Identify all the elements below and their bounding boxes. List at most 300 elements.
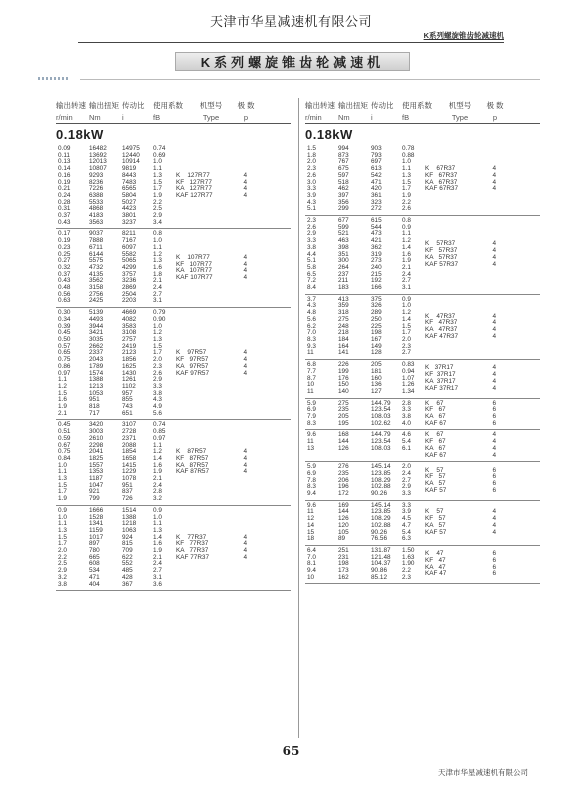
table-cell: 5.6 <box>307 315 316 323</box>
table-cell: 3.3 <box>307 185 316 193</box>
table-cell: 1.5 <box>58 481 67 489</box>
service-factor-column <box>402 297 420 357</box>
footer-company-name: 天津市华星减速机有限公司 <box>438 768 528 777</box>
table-cell: 873 <box>338 151 349 159</box>
table-cell: 2.7 <box>153 567 162 575</box>
table-cell: KA 57 <box>425 479 446 487</box>
table-cell: 4183 <box>89 212 104 220</box>
table-cell: 5575 <box>89 257 104 265</box>
torque-column <box>338 503 366 543</box>
table-cell: K 67R37 <box>425 165 456 173</box>
table-cell: 8.4 <box>307 284 316 292</box>
table-cell: 0.57 <box>58 342 71 350</box>
speed-column <box>305 503 333 543</box>
table-cell: KF 37R17 <box>425 371 456 379</box>
table-cell: 8.7 <box>307 374 316 382</box>
table-cell: 4 <box>492 444 496 452</box>
table-cell: 2.4 <box>402 469 411 477</box>
table-cell: 1.8 <box>153 270 162 278</box>
speed-column <box>56 231 84 305</box>
table-cell: 4 <box>243 533 247 541</box>
table-cell: 7888 <box>89 237 104 245</box>
table-cell: 608 <box>89 560 100 568</box>
table-cell: 105 <box>338 528 349 536</box>
ratio-column <box>371 401 397 428</box>
speed-column <box>56 310 84 417</box>
table-cell: 0.94 <box>402 367 415 375</box>
header-output-torque: 输出扭矩 <box>89 100 119 110</box>
table-cell: 102.88 <box>371 483 391 491</box>
table-cell: 4 <box>243 349 247 357</box>
table-cell: 2.0 <box>307 158 316 166</box>
table-cell: 218 <box>338 329 349 337</box>
table-cell: 4 <box>492 451 496 459</box>
table-cell: 7.8 <box>307 476 316 484</box>
table-cell: 2.4 <box>153 481 162 489</box>
table-cell: 4 <box>243 178 247 186</box>
table-cell: 7483 <box>122 178 137 186</box>
table-cell: 0.39 <box>58 322 71 330</box>
table-cell: 173 <box>338 567 349 575</box>
table-cell: 4 <box>492 431 496 439</box>
data-group <box>305 144 540 216</box>
table-cell: 1.6 <box>153 461 162 469</box>
table-cell: 2504 <box>122 290 137 298</box>
table-cell: 0.48 <box>58 284 71 292</box>
table-cell: 2.4 <box>402 270 411 278</box>
table-cell: 7167 <box>122 237 137 245</box>
table-cell: 1.0 <box>153 237 162 245</box>
table-cell: 1.4 <box>402 315 411 323</box>
table-cell: 3108 <box>122 329 137 337</box>
table-cell: KAF 77R37 <box>176 553 210 561</box>
table-cell: 5582 <box>122 250 137 258</box>
table-cell: 1.6 <box>153 540 162 548</box>
table-cell: 7.2 <box>307 277 316 285</box>
table-cell: 1.34 <box>402 387 415 395</box>
table-cell: 6 <box>492 557 496 565</box>
service-factor-column <box>402 362 420 396</box>
type-column <box>425 464 477 498</box>
table-cell: 1.1 <box>58 376 67 384</box>
table-cell: 0.88 <box>402 151 415 159</box>
ratio-column <box>122 146 148 226</box>
table-cell: 0.09 <box>58 145 71 152</box>
table-cell: 2.8 <box>153 488 162 496</box>
table-cell: 3.9 <box>402 508 411 516</box>
table-cell: 4135 <box>89 270 104 278</box>
table-cell: 3.1 <box>402 284 411 292</box>
table-cell: 300 <box>338 257 349 265</box>
table-cell: 195 <box>338 419 349 427</box>
poles-column <box>482 464 500 498</box>
table-cell: 299 <box>338 205 349 213</box>
poles-column <box>482 218 500 292</box>
table-cell: 1.5 <box>307 145 316 152</box>
table-cell: 8.3 <box>307 335 316 343</box>
table-cell: 225 <box>371 322 382 330</box>
table-cell: KAF 67 <box>425 419 447 427</box>
table-cell: 1.3 <box>58 475 67 483</box>
table-cell: 2.4 <box>153 284 162 292</box>
table-cell: 4.3 <box>307 198 316 206</box>
table-cell: 359 <box>338 302 349 310</box>
table-cell: KA 67 <box>425 444 446 452</box>
table-cell: 1514 <box>122 506 137 514</box>
unit-poles: p <box>492 113 498 122</box>
table-cell: 326 <box>371 302 382 310</box>
table-cell: 4 <box>243 260 247 268</box>
table-cell: 1789 <box>89 362 104 370</box>
table-cell: 0.69 <box>153 151 166 159</box>
ratio-column <box>371 362 397 396</box>
table-cell: 1.0 <box>58 513 67 521</box>
table-cell: K 47R37 <box>425 312 456 320</box>
decorative-dots <box>38 77 70 80</box>
table-cell: 128 <box>371 349 382 357</box>
table-cell: 1.6 <box>402 250 411 258</box>
data-group <box>56 308 291 420</box>
table-cell: 367 <box>122 580 133 588</box>
table-cell: 0.19 <box>58 237 71 245</box>
table-cell: 1078 <box>122 475 137 483</box>
title-banner <box>175 52 410 71</box>
table-cell: 4 <box>243 267 247 275</box>
table-cell: 2.3 <box>402 342 411 350</box>
table-cell: 1017 <box>89 533 104 541</box>
table-cell: 5.1 <box>307 257 316 265</box>
table-cell: 4.5 <box>402 515 411 523</box>
table-cell: 144.79 <box>371 431 391 439</box>
table-cell: 2.2 <box>153 198 162 206</box>
table-cell: 4 <box>243 468 247 476</box>
table-cell: 1.7 <box>58 540 67 548</box>
table-cell: 1063 <box>122 526 137 534</box>
table-cell: 6 <box>492 570 496 578</box>
table-cell: 2.6 <box>307 223 316 231</box>
table-cell: 1854 <box>122 448 137 456</box>
table-cell: 4 <box>492 247 496 255</box>
table-cell: 6388 <box>89 191 104 199</box>
header-service-factor: 使用系数 <box>402 100 432 110</box>
table-cell: 2.4 <box>153 560 162 568</box>
table-cell: 0.27 <box>58 257 71 265</box>
table-cell: 183 <box>338 284 349 292</box>
table-cell: 0.83 <box>402 361 415 369</box>
table-cell: 1.5 <box>402 322 411 330</box>
table-cell: 145.14 <box>371 463 391 471</box>
table-cell: 2.2 <box>58 553 67 561</box>
table-cell: 0.56 <box>58 290 71 298</box>
table-cell: KA 127R77 <box>176 185 212 193</box>
table-cell: K 67 <box>425 431 444 439</box>
table-cell: 951 <box>89 396 100 404</box>
table-cell: 90.86 <box>371 567 387 575</box>
table-cell: 108.03 <box>371 413 391 421</box>
table-cell: 192 <box>371 277 382 285</box>
table-cell: 11 <box>307 508 314 516</box>
table-cell: 145.14 <box>371 501 391 509</box>
table-cell: 2.1 <box>153 553 162 561</box>
table-cell: 951 <box>122 481 133 489</box>
table-cell: 351 <box>338 250 349 258</box>
table-cell: 4 <box>492 312 496 320</box>
table-cell: 6144 <box>89 250 104 258</box>
table-cell: 1.5 <box>58 389 67 397</box>
table-cell: 1.9 <box>402 257 411 265</box>
table-cell: 0.17 <box>58 230 71 238</box>
unit-type: Type <box>451 113 469 122</box>
table-cell: KA 107R77 <box>176 267 212 275</box>
table-cell: 2043 <box>89 356 104 364</box>
table-cell: 0.23 <box>58 243 71 251</box>
table-cell: 2.3 <box>402 573 411 581</box>
table-cell: KAF 87R57 <box>176 468 210 476</box>
table-cell: 3.2 <box>58 573 67 581</box>
table-cell: 375 <box>371 295 382 303</box>
table-cell: 215 <box>371 270 382 278</box>
table-cell: 3.3 <box>402 501 411 509</box>
table-cell: 251 <box>338 546 349 554</box>
service-factor-column <box>402 218 420 292</box>
table-cell: 0.8 <box>153 230 162 238</box>
header-poles: 极 数 <box>486 100 504 110</box>
table-cell: 855 <box>122 396 133 404</box>
table-cell: 463 <box>338 237 349 245</box>
table-cell: 6 <box>492 466 496 474</box>
table-cell: 205 <box>371 361 382 369</box>
torque-column <box>89 231 117 305</box>
table-cell: 8211 <box>122 230 136 238</box>
table-cell: 11 <box>307 438 314 446</box>
table-cell: 4 <box>243 461 247 469</box>
table-cell: 1.9 <box>153 468 162 476</box>
table-cell: K 77R37 <box>176 533 207 541</box>
table-cell: 2337 <box>89 349 104 357</box>
table-cell: 3944 <box>89 322 104 330</box>
service-factor-column <box>402 146 420 213</box>
table-units-row <box>56 112 291 124</box>
speed-column <box>305 146 333 213</box>
table-cell: 4 <box>492 325 496 333</box>
table-cell: KF 77R37 <box>176 540 209 548</box>
table-cell: 1159 <box>89 526 103 534</box>
table-cell: KAF 107R77 <box>176 274 213 281</box>
table-cell: 1.5 <box>153 178 162 186</box>
speed-column <box>305 432 333 459</box>
table-cell: 0.31 <box>58 205 71 213</box>
table-cell: 226 <box>338 361 349 369</box>
table-cell: 89 <box>338 535 346 543</box>
table-cell: 4868 <box>89 205 104 213</box>
table-cell: 521 <box>338 230 349 238</box>
table-cell: 709 <box>122 547 133 555</box>
table-cell: 3.3 <box>402 406 411 414</box>
table-cell: 5.8 <box>307 263 316 271</box>
table-cell: 1.3 <box>153 257 162 265</box>
table-cell: 4 <box>492 508 496 516</box>
table-cell: 7226 <box>89 185 104 193</box>
table-cell: 126 <box>338 444 349 452</box>
table-cell: 767 <box>338 158 349 166</box>
speed-column <box>56 508 84 588</box>
speed-column <box>305 548 333 582</box>
table-cell: K 57 <box>425 508 444 516</box>
table-cell: 0.45 <box>58 421 71 429</box>
table-cell: 2.9 <box>153 212 162 220</box>
table-cell: 5.4 <box>402 528 411 536</box>
page-title: K系列螺旋锥齿轮减速机 <box>200 55 385 70</box>
table-cell: 237 <box>338 270 349 278</box>
table-cell: 1.1 <box>153 520 162 528</box>
table-cell: 5065 <box>122 257 137 265</box>
table-cell: 4 <box>492 515 496 523</box>
table-cell: 4.9 <box>153 403 162 411</box>
torque-column <box>89 508 117 588</box>
table-cell: 3.3 <box>153 382 162 390</box>
table-cell: 3.1 <box>153 297 162 305</box>
table-cell: 6.1 <box>402 444 411 452</box>
torque-column <box>338 297 366 357</box>
table-cell: 1.0 <box>153 158 162 166</box>
table-cell: KAF 67R37 <box>425 185 459 193</box>
table-cell: 144.79 <box>371 399 391 407</box>
table-cell: 420 <box>371 185 382 193</box>
table-cell: 6.5 <box>307 270 316 278</box>
data-group <box>305 399 540 431</box>
table-cell: 471 <box>371 178 382 186</box>
table-cell: K 107R77 <box>176 253 210 261</box>
table-cell: 3421 <box>89 329 104 337</box>
right-groups <box>305 144 540 584</box>
type-column <box>176 146 228 226</box>
table-cell: K 127R77 <box>176 171 210 179</box>
table-cell: 2.2 <box>402 198 411 206</box>
table-cell: 323 <box>371 198 382 206</box>
table-cell: 4 <box>243 362 247 370</box>
header-output-torque: 输出扭矩 <box>338 100 368 110</box>
ratio-column <box>371 548 397 582</box>
table-cell: 815 <box>122 540 133 548</box>
table-cell: 7.0 <box>307 553 316 561</box>
table-cell: 924 <box>122 533 133 541</box>
table-cell: 2419 <box>122 342 137 350</box>
table-cell: 108.29 <box>371 476 391 484</box>
table-cell: 921 <box>89 488 100 496</box>
table-cell: KAF 47R37 <box>425 332 459 340</box>
table-cell: 1388 <box>122 513 137 521</box>
table-cell: 4 <box>492 371 496 379</box>
table-cell: 0.45 <box>58 329 71 337</box>
table-cell: 1102 <box>122 382 136 390</box>
table-cell: 15 <box>307 528 315 536</box>
poles-column <box>233 422 251 502</box>
unit-speed: r/min <box>305 113 322 122</box>
ratio-column <box>122 508 148 588</box>
poles-column <box>233 508 251 588</box>
table-cell: 404 <box>89 580 100 588</box>
poles-column <box>482 362 500 396</box>
header-rule <box>78 42 504 43</box>
table-cell: 9.4 <box>307 567 316 575</box>
data-group <box>56 420 291 505</box>
table-cell: 2088 <box>122 441 137 449</box>
table-cell: 599 <box>338 223 349 231</box>
table-cell: 102.62 <box>371 419 391 427</box>
table-cell: 4 <box>492 377 496 385</box>
table-cell: 4732 <box>89 263 104 271</box>
table-cell: 615 <box>371 217 382 225</box>
table-cell: 4 <box>492 364 496 372</box>
poles-column <box>233 146 251 226</box>
table-cell: 3583 <box>122 322 137 330</box>
table-cell: 544 <box>371 223 382 231</box>
table-cell: KAF 67 <box>425 451 447 459</box>
table-cell: 5139 <box>89 309 104 317</box>
table-cell: 211 <box>338 277 349 285</box>
table-cell: 2.7 <box>402 349 411 357</box>
table-cell: 1.5 <box>402 178 411 186</box>
table-cell: KF 47R37 <box>425 319 458 327</box>
table-cell: 4.8 <box>307 309 316 317</box>
table-cell: 780 <box>89 547 100 555</box>
table-cell: 4 <box>492 185 496 193</box>
speed-column <box>305 464 333 498</box>
table-cell: 250 <box>371 315 382 323</box>
table-cell: 518 <box>338 178 349 186</box>
type-column <box>425 401 477 428</box>
table-cell: 0.43 <box>58 277 71 285</box>
table-cell: 1047 <box>89 481 104 489</box>
table-cell: 123.85 <box>371 469 391 477</box>
table-cell: 4 <box>492 171 496 179</box>
table-cell: 4.7 <box>402 521 411 529</box>
table-cell: 4 <box>243 547 247 555</box>
type-column <box>425 297 477 357</box>
table-cell: 421 <box>371 237 382 245</box>
table-cell: 1.1 <box>153 441 162 449</box>
table-cell: 4 <box>243 454 247 462</box>
table-cell: 3236 <box>122 277 137 285</box>
table-cell: K 57R37 <box>425 240 456 248</box>
table-cell: 166 <box>371 284 382 292</box>
table-cell: 3.8 <box>153 389 162 397</box>
table-cell: KAF 57 <box>425 528 447 536</box>
header-series-label: K系列螺旋锥齿轮减速机 <box>423 31 504 40</box>
table-cell: 6 <box>492 419 496 427</box>
table-cell: 4 <box>243 191 247 199</box>
table-cell: 275 <box>338 399 349 407</box>
table-cell: 413 <box>338 295 349 303</box>
table-cell: 0.25 <box>58 250 71 258</box>
ratio-column <box>371 146 397 213</box>
table-cell: 10 <box>307 381 315 389</box>
table-cell: KF 107R77 <box>176 260 212 268</box>
table-cell: 2.5 <box>153 205 162 213</box>
table-cell: 7.0 <box>307 329 316 337</box>
table-cell: 743 <box>122 403 133 411</box>
table-cell: K 37R17 <box>425 364 454 372</box>
table-cell: 2.6 <box>402 205 411 213</box>
table-cell: 5.6 <box>153 409 162 417</box>
table-cell: 1.7 <box>402 185 411 193</box>
speed-column <box>56 422 84 502</box>
table-cell: 14 <box>307 521 315 529</box>
table-cell: 903 <box>371 145 382 152</box>
table-cell: 9.6 <box>307 501 316 509</box>
table-cell: KF 97R57 <box>176 356 209 364</box>
table-cell: 167 <box>371 335 382 343</box>
